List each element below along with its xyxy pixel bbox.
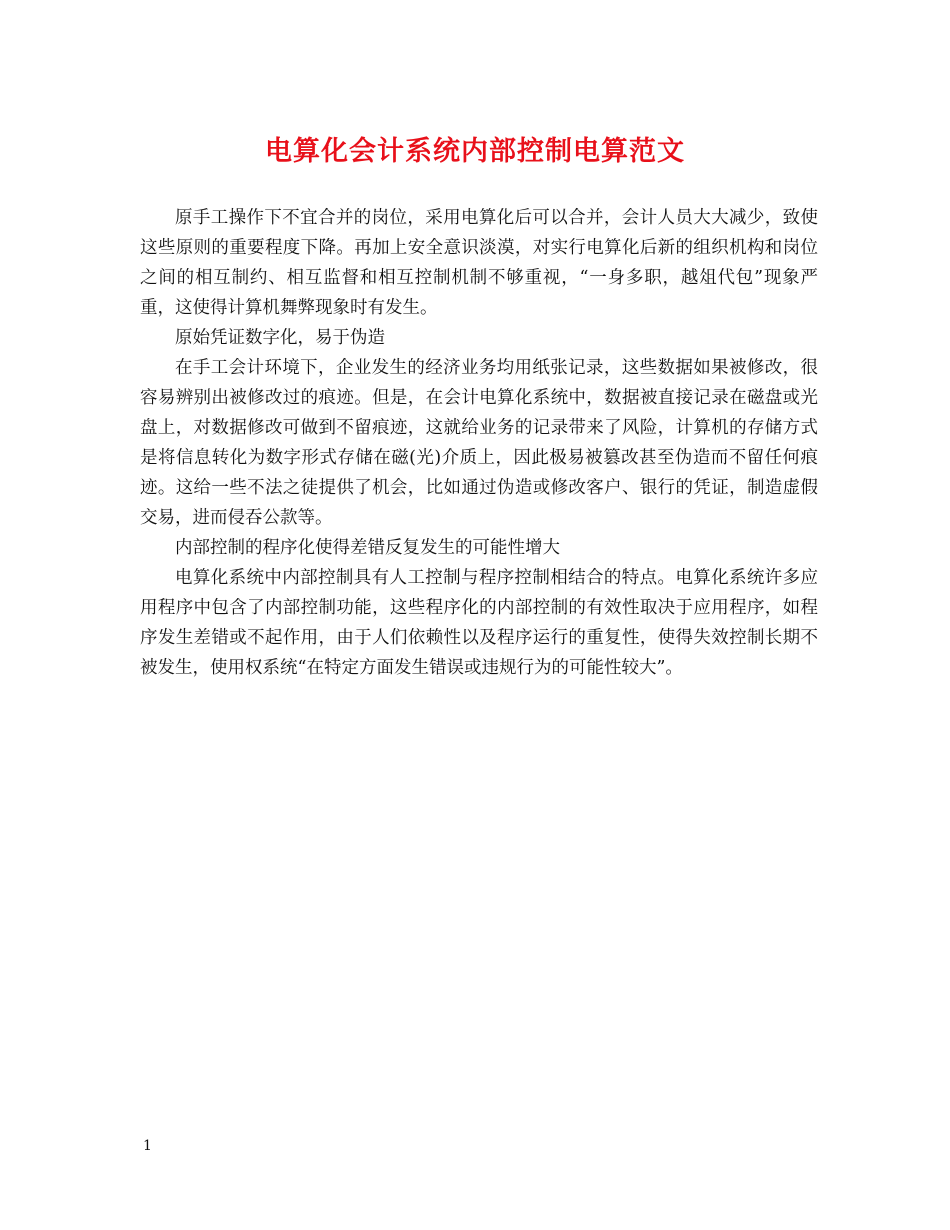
document-title: 电算化会计系统内部控制电算范文	[265, 136, 685, 167]
body-paragraph: 电算化系统中内部控制具有人工控制与程序控制相结合的特点。电算化系统许多应用程序中包含了内部控制功能，这些程序化的内部控制的有效性取决于应用程序，如程序发生差错或不起作用，由于人们依赖性以及程序运行的重复性，使得失效控制长期不被发生，使用权系统“在特定方面发生错误或违规行为的可能性较大”。	[140, 568, 818, 678]
page-number: 1	[143, 1138, 152, 1154]
section-heading: 原始凭证数字化，易于伪造	[175, 328, 385, 348]
document-body	[140, 203, 818, 683]
section-heading: 内部控制的程序化使得差错反复发生的可能性增大	[175, 538, 560, 558]
body-paragraph: 原手工操作下不宜合并的岗位，采用电算化后可以合并，会计人员大大减少，致使这些原则的重要程度下降。再加上安全意识淡漠，对实行电算化后新的组织机构和岗位之间的相互制约、相互监督和相互控制机制不够重视，“一身多职，越俎代包”现象严重，这使得计算机舞弊现象时有发生。	[140, 208, 818, 318]
body-paragraph: 在手工会计环境下，企业发生的经济业务均用纸张记录，这些数据如果被修改，很容易辨别出被修改过的痕迹。但是，在会计电算化系统中，数据被直接记录在磁盘或光盘上，对数据修改可做到不留痕迹，这就给业务的记录带来了风险，计算机的存储方式是将信息转化为数字形式存储在磁(光)介质上，因此极易被篡改甚至伪造而不留任何痕迹。这给一些不法之徒提供了机会，比如通过伪造或修改客户、银行的凭证，制造虚假交易，进而侵吞公款等。	[140, 358, 818, 528]
